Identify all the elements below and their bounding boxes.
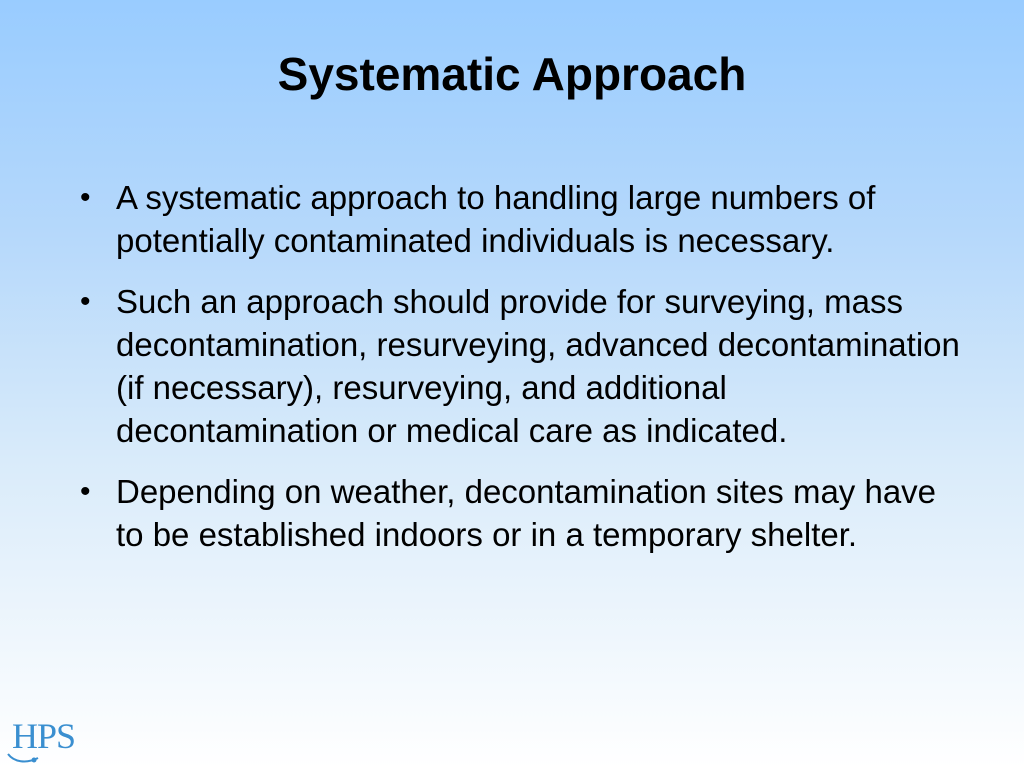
bullet-text: Depending on weather, decontamination sites may have to be established indoors or in a temporary shelter. <box>116 473 937 553</box>
slide-title: Systematic Approach <box>277 48 747 100</box>
bullet-list <box>80 176 970 574</box>
logo-text: HPS <box>12 716 76 756</box>
bullet-icon: • <box>80 475 91 508</box>
bullet-item <box>80 176 970 262</box>
bullet-text: Such an approach should provide for surveying, mass decontamination, resurveying, advanced decontamination (if necessary), resurveying, and additional decontamination or medical care as indicated. <box>116 283 960 449</box>
bullet-icon: • <box>80 181 91 214</box>
bullet-text: A systematic approach to handling large numbers of potentially contaminated individuals is necessary. <box>116 179 876 259</box>
hps-logo <box>4 714 94 766</box>
bullet-item <box>80 470 970 556</box>
bullet-item <box>80 280 970 452</box>
bullet-icon: • <box>80 285 91 318</box>
